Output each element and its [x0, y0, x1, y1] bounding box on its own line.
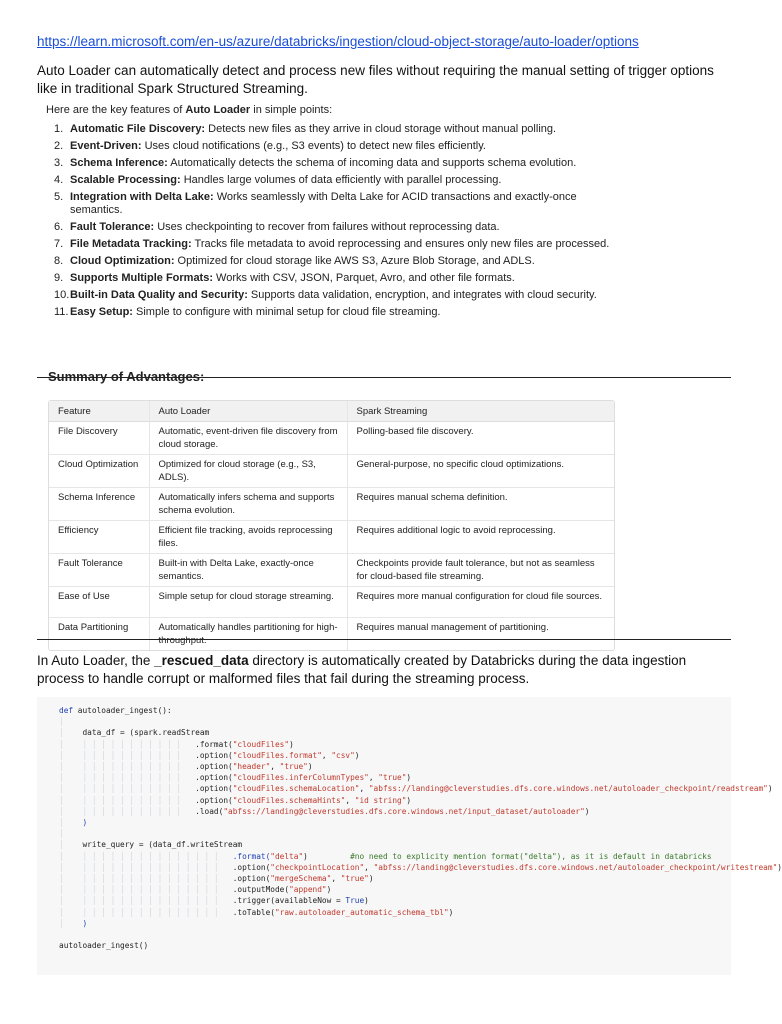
table-row — [49, 455, 614, 488]
feature-title: Easy Setup: — [70, 306, 133, 318]
table-cell: Requires more manual configuration for cloud file sources. — [347, 587, 614, 618]
feature-title: Integration with Delta Lake: — [70, 191, 214, 203]
feature-item — [44, 157, 614, 170]
feature-desc: Uses checkpointing to recover from failures without reprocessing data. — [154, 221, 500, 233]
intro-paragraph: Auto Loader can automatically detect and process new files without requiring the manual setting of trigger options like in traditional Spark Structured Streaming. — [37, 63, 714, 96]
feature-item — [44, 191, 614, 217]
feature-title: Scalable Processing: — [70, 174, 181, 186]
table-cell: Requires additional logic to avoid reprocessing. — [347, 521, 614, 554]
table-cell: File Discovery — [49, 422, 149, 455]
feature-title: Supports Multiple Formats: — [70, 272, 213, 284]
feature-title: File Metadata Tracking: — [70, 238, 192, 250]
table-cell: Automatically infers schema and supports schema evolution. — [149, 488, 347, 521]
table-cell: Checkpoints provide fault tolerance, but not as seamless for cloud-based file streaming. — [347, 554, 614, 587]
feature-item — [44, 255, 614, 268]
table-cell: Simple setup for cloud storage streaming. — [149, 587, 347, 618]
feature-desc: Handles large volumes of data efficiently with parallel processing. — [180, 174, 502, 186]
feature-number: 2. — [54, 140, 64, 152]
feature-desc: Optimized for cloud storage like AWS S3, Azure Blob Storage, and ADLS. — [174, 255, 535, 267]
feature-number: 9. — [54, 272, 64, 284]
table-cell: Efficient file tracking, avoids reprocessing files. — [149, 521, 347, 554]
feature-number: 6. — [54, 221, 64, 233]
feature-title: Fault Tolerance: — [70, 221, 155, 233]
feature-title: Schema Inference: — [70, 157, 168, 169]
feature-desc: Works seamlessly with Delta Lake for ACID transactions and exactly-once semantics. — [70, 191, 577, 216]
table-cell: Polling-based file discovery. — [347, 422, 614, 455]
feature-desc: Simple to configure with minimal setup for cloud file streaming. — [132, 306, 441, 318]
features-intro: Here are the key features of Auto Loader in simple points: — [46, 104, 333, 116]
table-cell: Cloud Optimization — [49, 455, 149, 488]
feature-title: Cloud Optimization: — [70, 255, 175, 267]
feature-number: 7. — [54, 238, 64, 250]
features-list — [44, 123, 614, 319]
feature-number: 8. — [54, 255, 64, 267]
code-text: def autoloader_ingest(): │ │ data_df = (spark.readStream │ │ │ │ │ │ │ │ │ │ │ │ .format("cloudFiles") │ │ │ │ │ │ │ │ │ │ │ │ .option("cloudFiles.format", "csv") │ │ │ │ │ │ │ │ │ │ │ │ .option("header", "true") │ │ │ │ │ │ │ │ │ │ │ │ .option("cloudFiles.inferColumnTypes", "true") │ │ │ │ │ │ │ │ │ │ │ │ .option("cloudFiles.schemaLocation", "abfss://landing@cleverstudies.dfs.core.windows.net/autoloader_checkpoint/readstream") │ │ │ │ │ │ │ │ │ │ │ │ .option("cloudFiles.schemaHints", "id string") │ │ │ │ │ │ │ │ │ │ │ │ .load("abfss://landing@cleverstudies.dfs.core.windows.net/input_dataset/autoloader") │ ) │ │ write_query = (data_df.writeStream │ │ │ │ │ │ │ │ │ │ │ │ │ │ │ │ .format("delta") #no need to explicity mention format("delta"), as it is default in databricks │ │ │ │ │ │ │ │ │ │ │ │ │ │ │ │ .option("checkpointLocation", "abfss://landing@cleverstudies.dfs.core.windows.net/autoloader_checkpoint/writestream") │ │ │ │ │ │ │ │ │ │ │ │ │ │ │ │ .option("mergeSchema", "true") │ │ │ │ │ │ │ │ │ │ │ │ │ │ │ │ .outputMode("append") │ │ │ │ │ │ │ │ │ │ │ │ │ │ │ │ .trigger(availableNow = True) │ │ │ │ │ │ │ │ │ │ │ │ │ │ │ │ .toTable("raw.autoloader_automatic_schema_tbl") │ ) autoloader_ingest() — [59, 706, 782, 951]
feature-item — [44, 221, 614, 234]
feature-item — [44, 289, 614, 302]
feature-number: 1. — [54, 123, 64, 135]
feature-number: 4. — [54, 174, 64, 186]
table-cell: General-purpose, no specific cloud optimizations. — [347, 455, 614, 488]
table-row — [49, 587, 614, 618]
feature-title: Event-Driven: — [70, 140, 142, 152]
table-header-cell: Spark Streaming — [347, 401, 614, 422]
table-cell: Schema Inference — [49, 488, 149, 521]
feature-item — [44, 123, 614, 136]
table-cell: Requires manual management of partitioning. — [347, 618, 614, 651]
table-cell: Optimized for cloud storage (e.g., S3, ADLS). — [149, 455, 347, 488]
table-row — [49, 521, 614, 554]
table-cell: Fault Tolerance — [49, 554, 149, 587]
comparison-table — [49, 401, 614, 650]
feature-desc: Supports data validation, encryption, and integrates with cloud security. — [247, 289, 597, 301]
docs-link[interactable]: https://learn.microsoft.com/en-us/azure/databricks/ingestion/cloud-object-storage/auto-loader/options — [37, 34, 639, 49]
feature-desc: Tracks file metadata to avoid reprocessing and ensures only new files are processed. — [191, 238, 610, 250]
feature-item — [44, 140, 614, 153]
table-cell: Efficiency — [49, 521, 149, 554]
table-cell: Built-in with Delta Lake, exactly-once semantics. — [149, 554, 347, 587]
table-row — [49, 422, 614, 455]
feature-number: 11. — [54, 306, 69, 318]
table-cell: Data Partitioning — [49, 618, 149, 651]
feature-title: Built-in Data Quality and Security: — [70, 289, 248, 301]
key-features-panel — [44, 104, 614, 323]
feature-number: 3. — [54, 157, 64, 169]
feature-number: 5. — [54, 191, 64, 203]
summary-heading-clipped: Summary of Advantages: — [48, 369, 205, 384]
table-row — [49, 618, 614, 651]
table-cell: Ease of Use — [49, 587, 149, 618]
feature-desc: Works with CSV, JSON, Parquet, Avro, and other file formats. — [213, 272, 515, 284]
feature-desc: Automatically detects the schema of incoming data and supports schema evolution. — [167, 157, 577, 169]
table-cell: Requires manual schema definition. — [347, 488, 614, 521]
comparison-table-wrapper — [48, 400, 615, 651]
feature-number: 10. — [54, 289, 70, 301]
divider-bottom — [37, 639, 731, 640]
feature-title: Automatic File Discovery: — [70, 123, 206, 135]
table-cell: Automatically handles partitioning for high-throughput. — [149, 618, 347, 651]
rescued-data-paragraph: In Auto Loader, the _rescued_data directory is automatically created by Databricks during the data ingestion process to handle corrupt or malformed files that fail during the streaming process. — [37, 653, 687, 686]
feature-item — [44, 306, 614, 319]
code-block — [37, 697, 782, 975]
table-row — [49, 554, 614, 587]
table-body — [49, 422, 614, 651]
table-header-cell: Auto Loader — [149, 401, 347, 422]
feature-item — [44, 174, 614, 187]
divider-top — [37, 377, 731, 378]
table-cell: Automatic, event-driven file discovery from cloud storage. — [149, 422, 347, 455]
feature-item — [44, 272, 614, 285]
feature-desc: Uses cloud notifications (e.g., S3 events) to detect new files efficiently. — [141, 140, 486, 152]
feature-desc: Detects new files as they arrive in cloud storage without manual polling. — [205, 123, 557, 135]
feature-item — [44, 238, 614, 251]
table-row — [49, 488, 614, 521]
table-header-cell: Feature — [49, 401, 149, 422]
table-header-row — [49, 401, 614, 422]
